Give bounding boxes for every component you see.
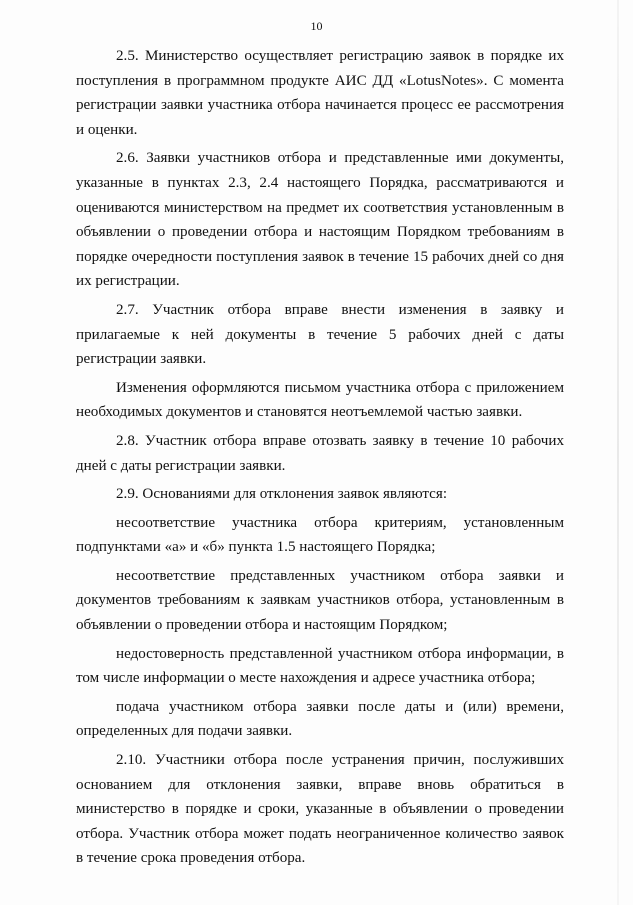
paragraph-2-10: 2.10. Участники отбора после устранения причин, послуживших основанием для отклонения заявки, вправе вновь обратиться в министерство в порядке и сроки, указанные в объявлении о проведении отбора. Участник отбора может подать неограниченное количество заявок в течение срока проведения отбора. (76, 752, 564, 867)
list-item-criteria-mismatch: несоответствие участника отбора критериям, установленным подпунктами «а» и «б» пункта 1.5 настоящего Порядка; (76, 514, 564, 556)
list-item-late-submission: подача участником отбора заявки после даты и (или) времени, определенных для подачи заявки. (76, 698, 564, 740)
scan-edge-shadow (617, 0, 619, 905)
paragraph-2-5: 2.5. Министерство осуществляет регистрацию заявок в порядке их поступления в программном продукте АИС ДД «LotusNotes». С момента регистрации заявки участника отбора начинается процесс ее рассмотрения и оценки. (76, 48, 564, 138)
paragraph-2-6: 2.6. Заявки участников отбора и представленные ими документы, указанные в пунктах 2.3, 2.4 настоящего Порядка, рассматриваются и оцениваются министерством на предмет их соответствия установленным в объявлении о проведении отбора и настоящим Порядком требованиям в порядке очередности поступления заявок в течение 15 рабочих дней со дня их регистрации. (76, 150, 564, 290)
document-body (76, 44, 564, 875)
paragraph-2-9: 2.9. Основаниями для отклонения заявок являются: (116, 486, 448, 503)
page-number: 10 (310, 19, 323, 33)
paragraph-changes: Изменения оформляются письмом участника отбора с приложением необходимых документов и становятся неотъемлемой частью заявки. (76, 379, 564, 421)
paragraph-2-7: 2.7. Участник отбора вправе внести изменения в заявку и прилагаемые к ней документы в течение 5 рабочих дней с даты регистрации заявки. (76, 301, 564, 368)
list-item-false-information: недостоверность представленной участником отбора информации, в том числе информации о месте нахождения и адресе участника отбора; (76, 645, 564, 687)
list-item-document-mismatch: несоответствие представленных участником отбора заявки и документов требованиям к заявкам участников отбора, установленным в объявлении о проведении отбора и настоящим Порядком; (76, 567, 564, 634)
paragraph-2-8: 2.8. Участник отбора вправе отозвать заявку в течение 10 рабочих дней с даты регистрации заявки. (76, 432, 564, 474)
